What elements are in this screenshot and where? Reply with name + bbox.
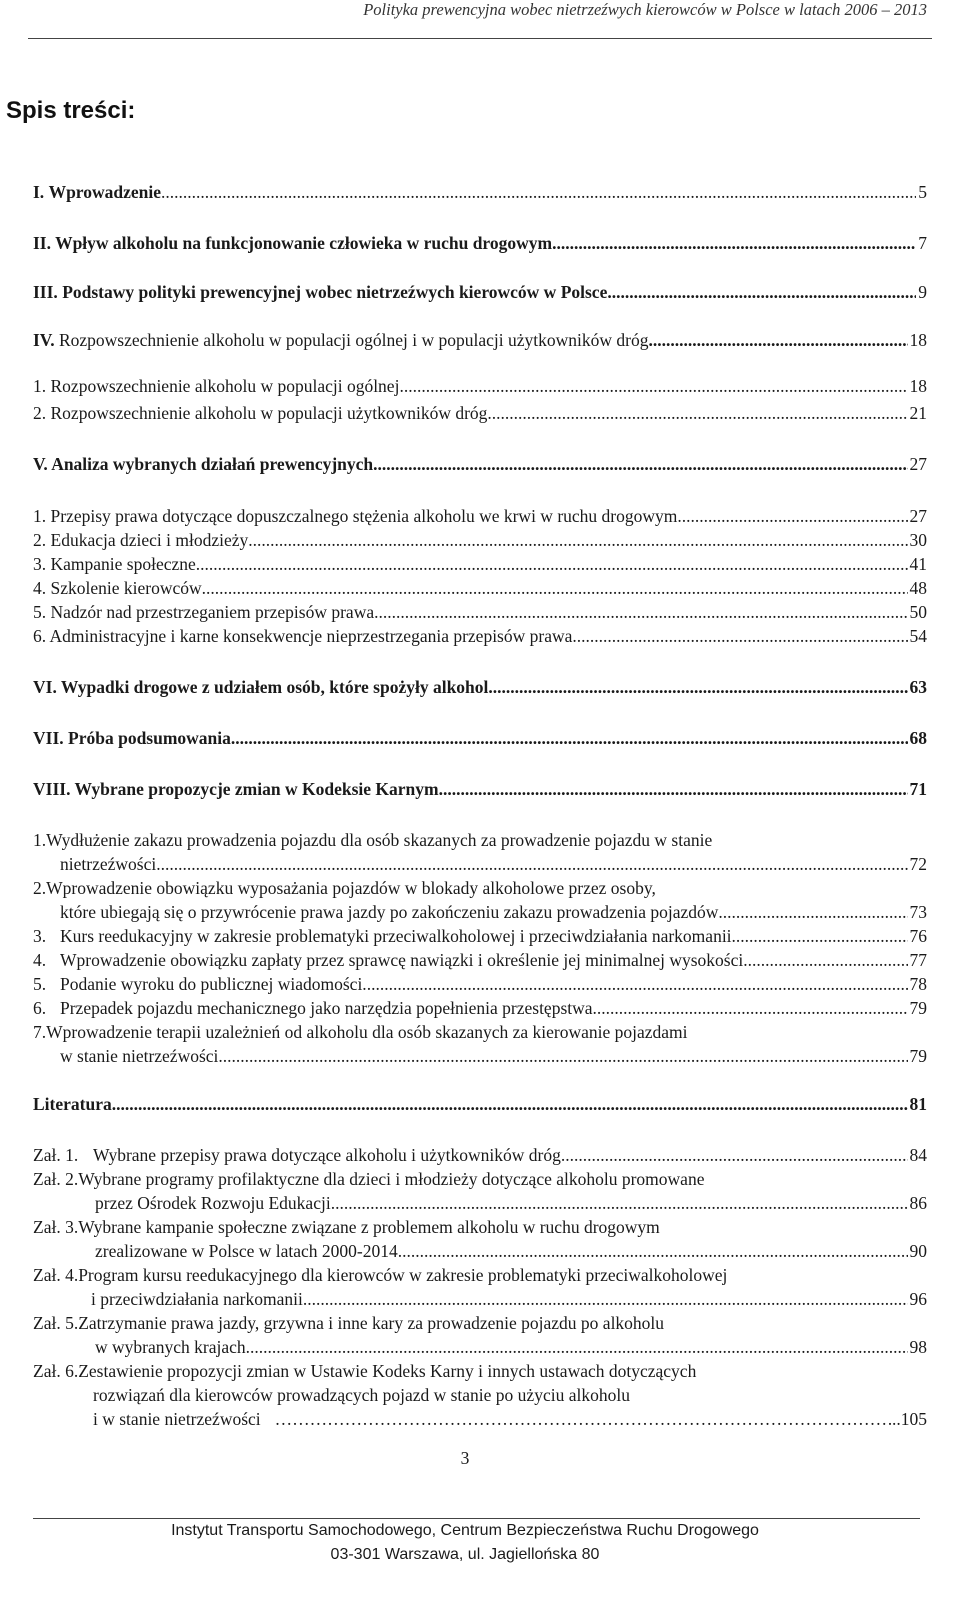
toc-entry-label: zrealizowane w Polsce w latach 2000-2014	[95, 1241, 398, 1261]
toc-entry-label: Podanie wyroku do publicznej wiadomości.	[60, 974, 367, 994]
toc-entry-label-line: Wybrane kampanie społeczne związane z problemem alkoholu w ruchu drogowym	[78, 1217, 660, 1237]
toc-entry-chapter-7[interactable]	[33, 726, 927, 750]
toc-entry-num: 6.	[33, 998, 47, 1018]
toc-entry-section-5-3[interactable]	[33, 552, 927, 576]
toc-leader-dots	[488, 675, 907, 699]
toc-entry-label: Próba podsumowania	[68, 728, 231, 748]
toc-entry-chapter-3[interactable]	[33, 280, 927, 304]
toc-leader-dots	[561, 1143, 908, 1167]
toc-leader-dots	[399, 374, 907, 398]
toc-leader-dots	[552, 231, 916, 255]
toc-entry-chapter-6[interactable]	[33, 675, 927, 699]
toc-entry-label-line: Wprowadzenie terapii uzależnień od alkoholu dla osób skazanych za kierowanie pojazdami	[46, 1022, 688, 1042]
toc-entry-label-line: Program kursu reedukacyjnego dla kierowców w zakresie problematyki przeciwalkoholowej	[78, 1265, 728, 1285]
toc-entry-appendix-2[interactable]	[95, 1191, 927, 1215]
toc-entry-page: 18	[909, 330, 927, 350]
toc-leader-dots	[487, 401, 907, 425]
toc-entry-page: 21	[909, 403, 927, 423]
toc-leader-dots	[156, 852, 907, 876]
toc-entry-section-4-2[interactable]	[33, 401, 927, 425]
toc-entry-page: 90	[909, 1241, 927, 1261]
toc-entry-page: 84	[909, 1145, 927, 1165]
toc-entry-label: Kurs reedukacyjny w zakresie problematyki przeciwalkoholowej i przeciwdziałania narkomanii	[60, 926, 732, 946]
toc-leader-dots	[607, 280, 916, 304]
toc-entry-label-line: Wybrane programy profilaktyczne dla dzieci i młodzieży dotyczące alkoholu promowane	[78, 1169, 705, 1189]
toc-leader-dots	[374, 600, 907, 624]
toc-leader-dots	[246, 1335, 908, 1359]
toc-entry-appendix-4[interactable]	[91, 1287, 927, 1311]
toc-entry-label-line: rozwiązań dla kierowców prowadzących pojazd w stanie po użyciu alkoholu	[93, 1385, 630, 1405]
toc-entry-section-5-4[interactable]	[33, 576, 927, 600]
toc-entry-section-5-2[interactable]	[33, 528, 927, 552]
toc-entry-section-8-5[interactable]	[33, 972, 927, 996]
toc-entry-num: IV.	[33, 330, 55, 350]
toc-entry-page: 27	[909, 454, 927, 474]
toc-entry-page: 27	[909, 506, 927, 526]
toc-entry-page: 79	[909, 1046, 927, 1066]
toc-entry-page: 71	[909, 779, 927, 799]
toc-entry-label-line: Wydłużenie zakazu prowadzenia pojazdu dla osób skazanych za prowadzenie pojazdu w stanie	[46, 830, 713, 850]
toc-entry-num: VIII.	[33, 779, 71, 799]
toc-entry-num: 1.	[33, 506, 47, 526]
toc-leader-dots	[223, 1044, 908, 1068]
footer-institution: Instytut Transportu Samochodowego, Centrum Bezpieczeństwa Ruchu Drogowego	[171, 1522, 759, 1539]
toc-entry-label: Wybrane propozycje zmian w Kodeksie Karnym	[74, 779, 439, 799]
toc-leader-dots	[677, 504, 907, 528]
header-rule	[28, 38, 932, 39]
toc-entry-label: Przepadek pojazdu mechanicznego jako narzędzia popełnienia przestępstwa	[60, 998, 593, 1018]
toc-entry-num: VI.	[33, 677, 57, 697]
toc-leader-dots	[231, 726, 908, 750]
toc-entry-num: 4.	[33, 950, 47, 970]
toc-heading: Spis treści:	[6, 97, 136, 124]
toc-entry-section-4-1[interactable]	[33, 374, 927, 398]
toc-leader-dots	[748, 948, 908, 972]
page-number: 3	[460, 1448, 470, 1468]
toc-entry-appendix-4-first-line	[33, 1263, 727, 1287]
toc-leader-dots	[303, 1287, 908, 1311]
toc-entry-label: Rozpowszechnienie alkoholu w populacji ogólnej	[50, 376, 400, 396]
toc-entry-appendix-6-second-line	[93, 1383, 630, 1407]
toc-entry-page: 77	[909, 950, 927, 970]
toc-entry-page: 30	[909, 530, 927, 550]
toc-entry-num: II.	[33, 233, 51, 253]
toc-entry-appendix-5-first-line	[33, 1311, 664, 1335]
toc-entry-num: VII.	[33, 728, 64, 748]
toc-entry-label: Kampanie społeczne	[50, 554, 196, 574]
toc-entry-section-5-5[interactable]	[33, 600, 927, 624]
toc-entry-num: 3.	[33, 926, 47, 946]
toc-entry-appendix-1[interactable]	[33, 1143, 927, 1167]
toc-entry-section-5-6[interactable]	[33, 624, 927, 648]
toc-entry-section-8-2[interactable]	[60, 900, 927, 924]
toc-entry-label: Rozpowszechnienie alkoholu w populacji ogólnej i w populacji użytkowników dróg	[58, 330, 649, 350]
toc-entry-page: 72	[909, 854, 927, 874]
toc-entry-num: 2.	[33, 403, 47, 423]
toc-entry-num: Zał. 5.	[33, 1313, 79, 1333]
toc-entry-page: 41	[909, 554, 927, 574]
toc-entry-num: 7.	[33, 1022, 47, 1042]
toc-entry-label: Analiza wybranych działań prewencyjnych	[51, 454, 374, 474]
toc-entry-page: 73	[909, 902, 927, 922]
toc-entry-label: Wybrane przepisy prawa dotyczące alkoholu i użytkowników dróg	[93, 1145, 561, 1165]
toc-entry-page: 54	[909, 626, 927, 646]
toc-leader-dots	[439, 777, 908, 801]
toc-entry-page: 50	[909, 602, 927, 622]
toc-entry-appendix-3-first-line	[33, 1215, 660, 1239]
toc-entry-label: Nadzór nad przestrzeganiem przepisów prawa	[50, 602, 375, 622]
toc-leader-dots	[275, 1407, 892, 1431]
toc-leader-dots	[248, 528, 907, 552]
toc-entry-num: 2.	[33, 878, 47, 898]
toc-entry-section-8-3[interactable]	[33, 924, 927, 948]
toc-leader-dots	[593, 996, 908, 1020]
toc-entry-section-8-7[interactable]	[60, 1044, 927, 1068]
toc-entry-label: i w stanie nietrzeźwości	[93, 1409, 261, 1429]
toc-entry-label: Podstawy polityki prewencyjnej wobec nietrzeźwych kierowców w Polsce	[62, 282, 608, 302]
toc-entry-label: w wybranych krajach	[95, 1337, 246, 1357]
toc-entry-num: V.	[33, 454, 48, 474]
toc-entry-page: 63	[909, 677, 927, 697]
toc-leader-dots	[196, 552, 908, 576]
toc-entry-label: Wpływ alkoholu na funkcjonowanie człowieka w ruchu drogowym	[55, 233, 553, 253]
toc-entry-num: Zał. 1.	[33, 1145, 79, 1165]
toc-entry-label-line: Zatrzymanie prawa jazdy, grzywna i inne kary za prowadzenie pojazdu po alkoholu	[78, 1313, 665, 1333]
toc-entry-label: Wprowadzenie	[48, 182, 162, 202]
toc-entry-page: 76	[909, 926, 927, 946]
toc-entry-section-5-1[interactable]	[33, 504, 927, 528]
toc-entry-chapter-8[interactable]	[33, 777, 927, 801]
toc-entry-page: 7	[918, 233, 927, 253]
toc-entry-num: Zał. 4.	[33, 1265, 79, 1285]
toc-entry-label: Szkolenie kierowców	[50, 578, 202, 598]
toc-entry-num: III.	[33, 282, 58, 302]
toc-entry-num: 1.	[33, 830, 47, 850]
toc-entry-label-line: Wprowadzenie obowiązku wyposażania pojazdów w blokady alkoholowe przez osoby,	[46, 878, 656, 898]
toc-entry-num: Zał. 2.	[33, 1169, 79, 1189]
toc-leader-dots	[112, 1092, 908, 1116]
toc-leader-dots	[572, 624, 907, 648]
toc-entry-section-8-6[interactable]	[33, 996, 927, 1020]
toc-entry-label: nietrzeźwości	[60, 854, 157, 874]
toc-entry-num: 5.	[33, 602, 47, 622]
toc-entry-page: 81	[909, 1094, 927, 1114]
toc-entry-num: Zał. 6.	[33, 1361, 79, 1381]
toc-entry-section-8-7-first-line	[33, 1020, 688, 1044]
toc-entry-label: Literatura	[33, 1094, 112, 1114]
toc-entry-page: 68	[909, 728, 927, 748]
toc-leader-dots	[398, 1239, 908, 1263]
toc-entry-page: 5	[918, 182, 927, 202]
toc-entry-label: w stanie nietrzeźwości.	[60, 1046, 223, 1066]
toc-entry-appendix-2-first-line	[33, 1167, 704, 1191]
toc-entry-num: 1.	[33, 376, 47, 396]
toc-entry-num: 6.	[33, 626, 47, 646]
toc-entry-num: 3.	[33, 554, 47, 574]
toc-entry-label: Wypadki drogowe z udziałem osób, które spożyły alkohol	[60, 677, 489, 697]
toc-leader-dots	[648, 328, 907, 352]
toc-entry-label: które ubiegają się o przywrócenie prawa jazdy po zakończeniu zakazu prowadzenia pojazdów	[60, 902, 719, 922]
toc-entry-appendix-5[interactable]	[95, 1335, 927, 1359]
toc-leader-dots	[202, 576, 908, 600]
toc-leader-dots	[373, 452, 907, 476]
running-header-title: Polityka prewencyjna wobec nietrzeźwych kierowców w Polsce w latach 2006 – 2013	[363, 0, 927, 19]
toc-entry-page: 9	[918, 282, 927, 302]
toc-entry-chapter-4[interactable]	[33, 328, 927, 352]
toc-entry-page: 98	[909, 1337, 927, 1357]
toc-entry-chapter-2[interactable]	[33, 231, 927, 255]
toc-entry-page: 86	[909, 1193, 927, 1213]
toc-entry-num: 2.	[33, 530, 47, 550]
toc-entry-label: i przeciwdziałania narkomanii	[91, 1289, 303, 1309]
page-header	[0, 0, 960, 40]
toc-entry-section-8-1[interactable]	[60, 852, 927, 876]
toc-entry-num: Zał. 3.	[33, 1217, 79, 1237]
toc-entry-label: Edukacja dzieci i młodzieży	[50, 530, 249, 550]
toc-entry-label: Wprowadzenie obowiązku zapłaty przez sprawcę nawiązki i określenie jej minimalnej wysokości.	[60, 950, 748, 970]
toc-entry-appendix-3[interactable]	[95, 1239, 927, 1263]
toc-entry-section-8-2-first-line	[33, 876, 656, 900]
toc-entry-page: 79	[909, 998, 927, 1018]
toc-entry-num: I.	[33, 182, 45, 202]
toc-entry-appendix-6-first-line	[33, 1359, 696, 1383]
toc-entry-page: ..105	[892, 1409, 927, 1429]
toc-entry-section-8-1-first-line	[33, 828, 712, 852]
toc-entry-chapter-1[interactable]	[33, 180, 927, 204]
toc-entry-label: Rozpowszechnienie alkoholu w populacji użytkowników dróg	[50, 403, 488, 423]
footer-address: 03-301 Warszawa, ul. Jagiellońska 80	[330, 1546, 600, 1563]
footer-rule	[33, 1518, 920, 1519]
toc-entry-label: przez Ośrodek Rozwoju Edukacji	[95, 1193, 331, 1213]
toc-entry-num: 4.	[33, 578, 47, 598]
toc-entry-chapter-5[interactable]	[33, 452, 927, 476]
toc-leader-dots	[161, 180, 916, 204]
toc-entry-page: 48	[909, 578, 927, 598]
toc-leader-dots	[367, 972, 908, 996]
toc-entry-num: 5.	[33, 974, 47, 994]
toc-entry-label: Administracyjne i karne konsekwencje nieprzestrzegania przepisów prawa	[49, 626, 573, 646]
toc-entry-appendix-6[interactable]	[93, 1407, 927, 1431]
toc-entry-page: 96	[909, 1289, 927, 1309]
toc-entry-page: 18	[909, 376, 927, 396]
toc-entry-label: Przepisy prawa dotyczące dopuszczalnego stężenia alkoholu we krwi w ruchu drogowym	[50, 506, 678, 526]
toc-entry-page: 78	[909, 974, 927, 994]
toc-leader-dots	[331, 1191, 908, 1215]
toc-entry-literature[interactable]	[33, 1092, 927, 1116]
toc-entry-label-line: Zestawienie propozycji zmian w Ustawie Kodeks Karny i innych ustawach dotyczących	[78, 1361, 697, 1381]
toc-leader-dots	[718, 900, 907, 924]
toc-leader-dots	[732, 924, 908, 948]
toc-entry-section-8-4[interactable]	[33, 948, 927, 972]
